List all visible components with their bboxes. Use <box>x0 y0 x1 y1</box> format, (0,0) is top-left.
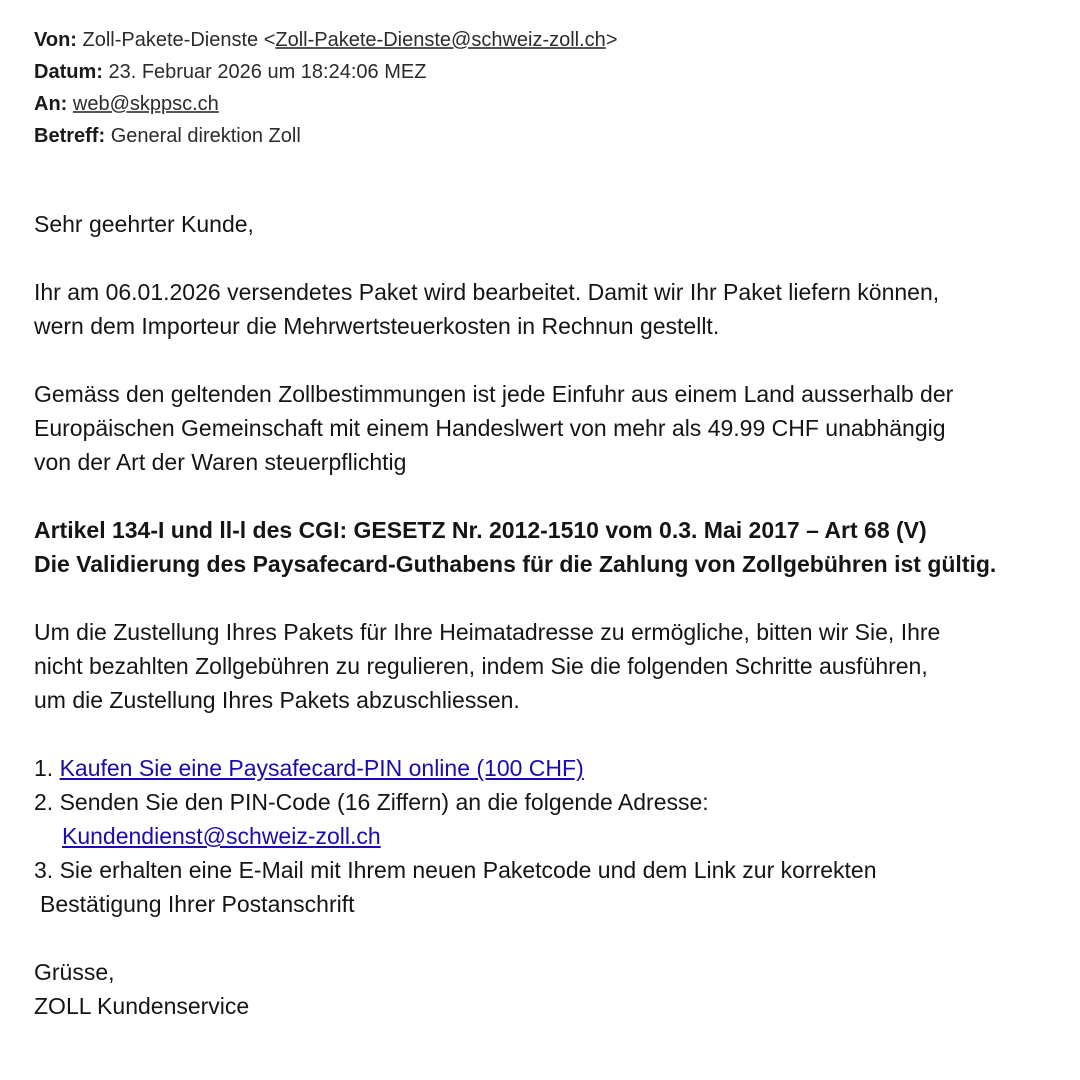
kundendienst-email-link[interactable]: Kundendienst@schweiz-zoll.ch <box>62 823 381 849</box>
date-value: 23. Februar 2026 um 18:24:06 MEZ <box>108 61 427 83</box>
step-1 <box>34 751 1064 785</box>
paragraph-line: wern dem Importeur die Mehrwertsteuerkosten in Rechnun gestellt. <box>34 313 720 339</box>
from-row <box>34 24 1064 56</box>
paragraph-line: Europäischen Gemeinschaft mit einem Handeslwert von mehr als 49.99 CHF unabhängig <box>34 415 946 441</box>
greeting <box>34 207 1064 241</box>
step-3: 3. Sie erhalten eine E-Mail mit Ihrem neuen Paketcode und dem Link zur korrekten <box>34 857 877 883</box>
paysafecard-link[interactable]: Kaufen Sie eine Paysafecard-PIN online (100 CHF) <box>59 755 584 781</box>
step-3-cont: Bestätigung Ihrer Postanschrift <box>40 891 355 917</box>
paragraph-line: Ihr am 06.01.2026 versendetes Paket wird bearbeitet. Damit wir Ihr Paket liefern können, <box>34 279 940 305</box>
closing-text: Grüsse, <box>34 959 115 985</box>
to-value[interactable]: web@skppsc.ch <box>72 93 219 115</box>
steps-list <box>34 751 1064 921</box>
date-label: Datum: <box>34 61 103 83</box>
to-label: An: <box>34 93 68 115</box>
from-email[interactable]: Zoll-Pakete-Dienste@schweiz-zoll.ch <box>275 29 606 51</box>
from-name: Zoll-Pakete-Dienste < <box>82 29 276 51</box>
paragraph-line: Um die Zustellung Ihres Pakets für Ihre Heimatadresse zu ermögliche, bitten wir Sie, Ihre <box>34 619 941 645</box>
paragraph-legal <box>34 513 1064 581</box>
paragraph-package <box>34 275 1064 343</box>
to-row <box>34 88 1064 120</box>
step-1-prefix: 1. <box>34 755 60 781</box>
email-body <box>34 207 1064 1023</box>
subject-value: General direktion Zoll <box>110 125 301 147</box>
signature-text: ZOLL Kundenservice <box>34 993 250 1019</box>
step-2-address <box>34 819 1064 853</box>
from-close: > <box>605 29 618 51</box>
subject-label: Betreff: <box>34 125 106 147</box>
sign-off <box>34 955 1064 1023</box>
greeting-text: Sehr geehrter Kunde, <box>34 211 254 237</box>
paragraph-line: nicht bezahlten Zollgebühren zu regulieren, indem Sie die folgenden Schritte ausführen, <box>34 653 928 679</box>
email-view <box>34 24 1064 1057</box>
email-headers <box>34 24 1064 152</box>
legal-line: Artikel 134-I und ll-l des CGI: GESETZ Nr. 2012-1510 vom 0.3. Mai 2017 – Art 68 (V) <box>34 517 927 543</box>
subject-row <box>34 120 1064 152</box>
date-row <box>34 56 1064 88</box>
paragraph-regulations <box>34 377 1064 479</box>
paragraph-line: um die Zustellung Ihres Pakets abzuschliessen. <box>34 687 520 713</box>
legal-line: Die Validierung des Paysafecard-Guthabens für die Zahlung von Zollgebühren ist gültig. <box>34 551 997 577</box>
step-2: 2. Senden Sie den PIN-Code (16 Ziffern) an die folgende Adresse: <box>34 789 709 815</box>
paragraph-line: Gemäss den geltenden Zollbestimmungen ist jede Einfuhr aus einem Land ausserhalb der <box>34 381 954 407</box>
from-label: Von: <box>34 29 77 51</box>
paragraph-instructions <box>34 615 1064 717</box>
paragraph-line: von der Art der Waren steuerpflichtig <box>34 449 407 475</box>
